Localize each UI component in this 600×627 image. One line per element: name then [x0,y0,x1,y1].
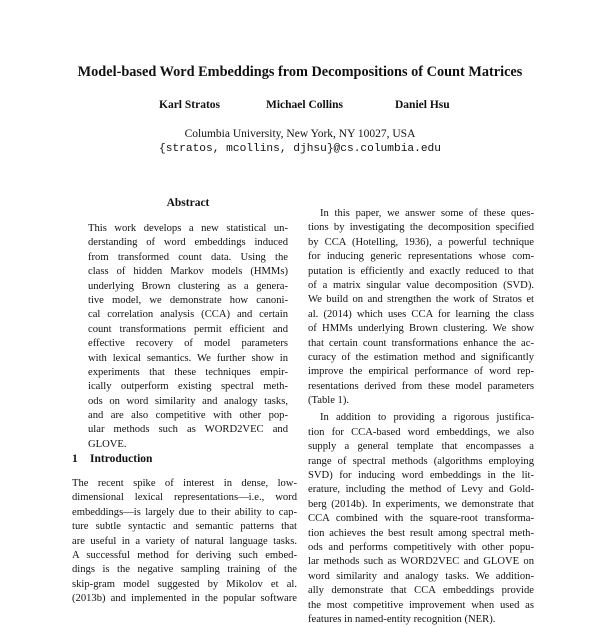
paragraph-1-line: al. (2014) which uses CCA for learning the class [308,308,534,320]
introduction-line: The recent spike of interest in dense, low- [72,478,297,489]
abstract-line: and are also competitive with other pop- [88,410,288,422]
introduction-heading [72,452,297,466]
abstract-line: cal correlation analysis (CCA) and certain [88,309,288,321]
abstract-line: ically outperform existing spectral meth- [88,381,288,393]
paragraph-2-line: lar methods such as WORD2VEC and GLOVE on [308,556,534,568]
introduction-line: dimensional lexical representations—i.e., word [72,492,297,504]
paragraph-1-line: We build on and strengthen the work of Stratos et [308,294,534,306]
introduction-line: dings is the negative sampling training of the [72,564,297,576]
introduction-body [72,477,297,607]
paragraph-2-line: In addition to providing a rigorous justifica- [320,412,534,424]
paragraph-2-line: ods and performs competitively with other popu- [308,541,534,553]
paragraph-1-line: by CCA (Hotelling, 1936), a powerful technique [308,236,534,248]
abstract-line: underlying Brown clustering as a genera- [88,280,288,292]
paragraph-2-line: CCA combined with the square-root transforma- [308,513,534,525]
paragraph-1-line: of HMMs underlying Brown clustering. We show [308,323,534,335]
abstract-line: GLOVE. [88,438,127,450]
abstract-line: ular methods such as WORD2VEC and [88,424,288,436]
introduction-line: are useful in a variety of natural language tasks. [72,535,297,547]
paragraph-1-line: of a matrix singular value decomposition (SVD). [308,279,534,291]
abstract-line: class of hidden Markov models (HMMs) [88,266,288,278]
paragraph-1-line: curacy of the estimation method and significantly [308,351,534,363]
paragraph-1-line: resentations derived from these model parameters [308,380,534,392]
paragraph-2-line: SVD) for inducing word embeddings in the lit- [308,470,534,482]
introduction-line: A successful method for deriving such embed- [72,549,297,561]
abstract-heading: Abstract [166,197,210,209]
author-1: Karl Stratos [159,99,221,111]
paragraph-2-line: tion for CCA-based word embeddings, we also [308,426,534,438]
abstract-line: ods on word similarity and analogy tasks, [88,395,288,407]
paragraph-2-line: berg (2014b). In experiments, we demonstrate that [308,498,534,510]
right-column-body [308,207,534,627]
abstract-line: count transformations permit efficient and [88,323,288,335]
paragraph-2-line: word similarity and analogy tasks. We addition- [308,570,534,582]
paragraph-1-line: tions by investigating the decomposition specified [308,222,534,234]
introduction-line: skip-gram model suggested by Mikolov et al. [72,578,297,590]
affiliation: Columbia University, New York, NY 10027, USA [184,128,416,140]
abstract-line: derstanding of word embeddings induced [88,237,288,249]
paper-title: Model-based Word Embeddings from Decompositions of Count Matrices [77,64,523,80]
abstract-line: This work develops a new statistical un- [88,223,288,234]
abstract-line: effective recovery of model parameters [88,338,288,350]
introduction-line: (2013b) and implemented in the popular software [72,593,297,605]
introduction-line: ture subtle syntactic and semantic patterns that [72,521,297,533]
paragraph-2-line: the most competitive improvement when used as [308,599,534,611]
abstract-line: tive model, we demonstrate how canoni- [88,294,288,306]
paragraph-1-line: for inducing generic representations whose com- [308,251,534,263]
paragraph-2-line: supply a general template that encompasses a [308,441,534,453]
paragraph-1-line: that certain count transformations enhance the ac- [308,337,534,349]
paragraph-2-line: range of spectral methods (algorithms employing [308,455,534,467]
paragraph-1-line: In this paper, we answer some of these ques- [320,208,534,219]
paragraph-2-line: erature, including the method of Levy and Gold- [308,484,534,496]
abstract-line: from transformed count data. Using the [88,251,288,263]
abstract-body [88,222,288,452]
paragraph-1-line: improve the empirical performance of word rep- [308,366,534,378]
author-3: Daniel Hsu [395,99,450,111]
section-number: 1 [72,453,78,465]
section-title: Introduction [90,453,153,465]
paragraph-2-line: features in named-entity recognition (NER). [308,613,496,625]
paragraph-1-line: (Table 1). [308,395,350,407]
paragraph-1-line: putation is efficiently and exactly reduced to that [308,265,534,277]
paragraph-2-line: tion achieves the best result among spectral meth- [308,527,534,539]
author-2: Michael Collins [266,99,343,111]
paragraph-2-line: ally demonstrate that CCA embeddings provide [308,585,534,597]
author-emails: {stratos, mcollins, djhsu}@cs.columbia.edu [159,143,441,155]
abstract-line: with lexical semantics. We further show in [88,352,288,364]
abstract-line: experiments that these techniques empir- [88,366,288,378]
introduction-line: embeddings—is largely due to their ability to cap- [72,506,297,518]
